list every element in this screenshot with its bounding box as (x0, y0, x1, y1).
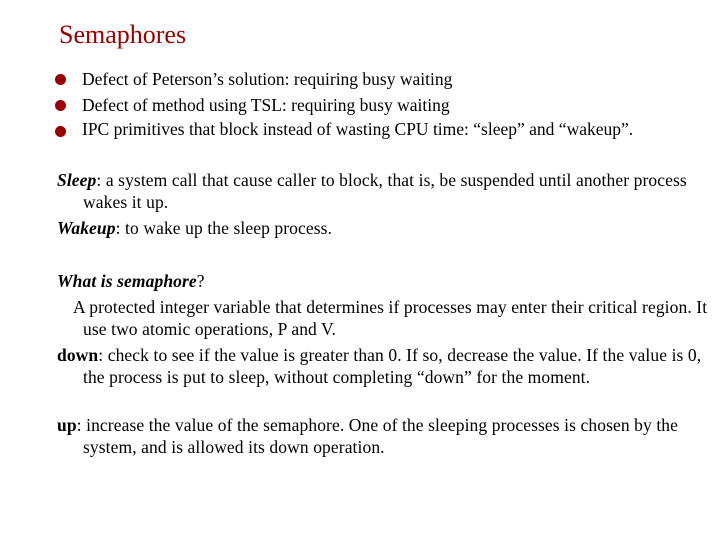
down-term: down (57, 345, 99, 365)
bullet-text: Defect of method using TSL: requiring busy waiting (82, 95, 450, 115)
bullet-dot-icon (55, 74, 66, 85)
bullet-dot-icon (55, 100, 66, 111)
up-term: up (57, 415, 77, 435)
sleep-definition (57, 170, 708, 213)
bullet-text: IPC primitives that block instead of wasting CPU time: “sleep” and “wakeup”. (82, 119, 634, 139)
bullet-text: Defect of Peterson’s solution: requiring busy waiting (82, 69, 453, 89)
slide-title: Semaphores (59, 20, 187, 49)
bullet-item (40, 93, 680, 117)
up-text: : increase the value of the semaphore. One of the sleeping processes is chosen by the system, and is allowed its down operation. (76, 415, 679, 457)
question-bold: What is (57, 271, 118, 291)
wakeup-text: : to wake up the sleep process. (115, 218, 333, 238)
wakeup-definition (57, 218, 708, 240)
sleep-text: : a system call that cause caller to block, that is, be suspended until another process wakes it up. (83, 170, 687, 212)
answer-text: A protected integer variable that determines if processes may enter their critical region. It use two atomic operations, P and V. (73, 297, 708, 339)
bullet-item (40, 67, 680, 91)
semaphore-answer (57, 297, 708, 340)
wakeup-term: Wakeup (57, 218, 116, 238)
bullet-list (40, 67, 680, 142)
question-end: ? (196, 271, 205, 291)
sleep-term: Sleep (57, 170, 97, 190)
down-text: : check to see if the value is greater than 0. If so, decrease the value. If the value is 0, the process is put to sleep, without completing “down” for the moment. (83, 345, 702, 387)
bullet-dot-icon (55, 126, 66, 137)
up-definition (57, 415, 708, 458)
question-term: semaphore (117, 271, 197, 291)
down-definition (57, 345, 708, 388)
bullet-item (40, 119, 680, 140)
semaphore-question (57, 271, 708, 293)
